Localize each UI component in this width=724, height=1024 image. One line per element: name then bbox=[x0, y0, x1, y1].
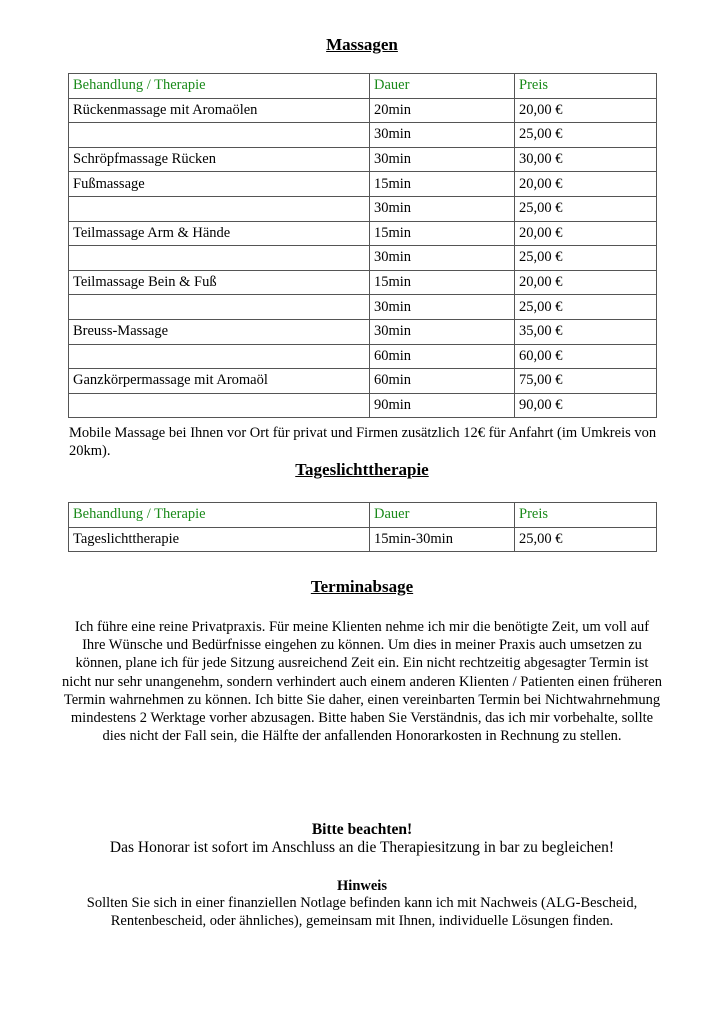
massagen-title: Massagen bbox=[326, 35, 398, 54]
table-row bbox=[69, 98, 657, 123]
treatment-cell: Fußmassage bbox=[69, 172, 370, 197]
tageslicht-table bbox=[68, 502, 657, 552]
table-row bbox=[69, 172, 657, 197]
price-cell: 25,00 € bbox=[515, 527, 657, 552]
treatment-cell bbox=[69, 123, 370, 148]
treatment-cell: Rückenmassage mit Aromaölen bbox=[69, 98, 370, 123]
column-header: Dauer bbox=[370, 503, 515, 528]
price-cell: 35,00 € bbox=[515, 319, 657, 344]
treatment-cell: Breuss-Massage bbox=[69, 319, 370, 344]
beachten-title: Bitte beachten! bbox=[311, 821, 413, 838]
price-cell: 30,00 € bbox=[515, 147, 657, 172]
duration-cell: 30min bbox=[370, 295, 515, 320]
price-cell: 60,00 € bbox=[515, 344, 657, 369]
table-row bbox=[69, 123, 657, 148]
column-header: Behandlung / Therapie bbox=[69, 503, 370, 528]
treatment-cell: Ganzkörpermassage mit Aromaöl bbox=[69, 369, 370, 394]
price-cell: 90,00 € bbox=[515, 393, 657, 418]
hinweis-title: Hinweis bbox=[337, 878, 387, 894]
treatment-cell bbox=[69, 393, 370, 418]
duration-cell: 15min bbox=[370, 221, 515, 246]
beachten-text: Das Honorar ist sofort im Anschluss an die Therapiesitzung in bar zu begleichen! bbox=[109, 839, 615, 856]
tageslicht-title: Tageslichttherapie bbox=[295, 460, 429, 479]
duration-cell: 90min bbox=[370, 393, 515, 418]
table-row bbox=[69, 147, 657, 172]
duration-cell: 30min bbox=[370, 147, 515, 172]
price-cell: 25,00 € bbox=[515, 196, 657, 221]
duration-cell: 30min bbox=[370, 246, 515, 271]
treatment-cell bbox=[69, 246, 370, 271]
treatment-cell: Tageslichttherapie bbox=[69, 527, 370, 552]
massagen-header-row bbox=[69, 74, 657, 99]
duration-cell: 60min bbox=[370, 369, 515, 394]
treatment-cell: Teilmassage Bein & Fuß bbox=[69, 270, 370, 295]
table-row bbox=[69, 393, 657, 418]
duration-cell: 15min bbox=[370, 270, 515, 295]
treatment-cell: Schröpfmassage Rücken bbox=[69, 147, 370, 172]
price-cell: 25,00 € bbox=[515, 246, 657, 271]
treatment-cell bbox=[69, 196, 370, 221]
table-row bbox=[69, 344, 657, 369]
price-cell: 25,00 € bbox=[515, 123, 657, 148]
column-header: Behandlung / Therapie bbox=[69, 74, 370, 99]
duration-cell: 60min bbox=[370, 344, 515, 369]
treatment-cell: Teilmassage Arm & Hände bbox=[69, 221, 370, 246]
table-row bbox=[69, 196, 657, 221]
column-header: Preis bbox=[515, 503, 657, 528]
duration-cell: 20min bbox=[370, 98, 515, 123]
massagen-table bbox=[68, 73, 657, 418]
table-row bbox=[69, 221, 657, 246]
column-header: Dauer bbox=[370, 74, 515, 99]
duration-cell: 15min bbox=[370, 172, 515, 197]
column-header: Preis bbox=[515, 74, 657, 99]
price-cell: 20,00 € bbox=[515, 221, 657, 246]
table-row bbox=[69, 527, 657, 552]
treatment-cell bbox=[69, 344, 370, 369]
price-cell: 20,00 € bbox=[515, 98, 657, 123]
table-row bbox=[69, 369, 657, 394]
treatment-cell bbox=[69, 295, 370, 320]
table-row bbox=[69, 295, 657, 320]
mobile-massage-note: Mobile Massage bei Ihnen vor Ort für privat und Firmen zusätzlich 12€ für Anfahrt (im Umkreis von 20km). bbox=[69, 425, 657, 459]
price-cell: 20,00 € bbox=[515, 270, 657, 295]
duration-cell: 15min-30min bbox=[370, 527, 515, 552]
table-row bbox=[69, 270, 657, 295]
duration-cell: 30min bbox=[370, 196, 515, 221]
hinweis-text: Sollten Sie sich in einer finanziellen Notlage befinden kann ich mit Nachweis (ALG-Bescheid, Rentenbescheid, oder ähnliches), gemeinsam mit Ihnen, individuelle Lösungen finden. bbox=[86, 895, 638, 930]
price-cell: 25,00 € bbox=[515, 295, 657, 320]
price-cell: 20,00 € bbox=[515, 172, 657, 197]
tageslicht-header-row bbox=[69, 503, 657, 528]
duration-cell: 30min bbox=[370, 319, 515, 344]
table-row bbox=[69, 319, 657, 344]
terminabsage-title: Terminabsage bbox=[310, 577, 414, 596]
duration-cell: 30min bbox=[370, 123, 515, 148]
table-row bbox=[69, 246, 657, 271]
terminabsage-text: Ich führe eine reine Privatpraxis. Für meine Klienten nehme ich mir die benötigte Zeit, um voll auf Ihre Wünsche und Bedürfnisse eingehen zu können. Um dies in meiner Praxis auch umsetzen zu können, plane ich für jede Sitzung ausreichend Zeit ein. Ein nicht rechtzeitig abgesagter Termin ist nicht nur sehr unangenehm, sondern verhindert auch einem anderen Klienten / Patienten einen früheren Termin wahrnehmen zu können. Ich bitte Sie daher, einen vereinbarten Termin bei Nichtwahrnehmung mindestens 2 Werktage vorher abzusagen. Bitte haben Sie Verständnis, das ich mir vorbehalte, sollte dies nicht der Fall sein, die Hälfte der anfallenden Honorarkosten in Rechnung zu stellen. bbox=[62, 619, 662, 745]
price-cell: 75,00 € bbox=[515, 369, 657, 394]
